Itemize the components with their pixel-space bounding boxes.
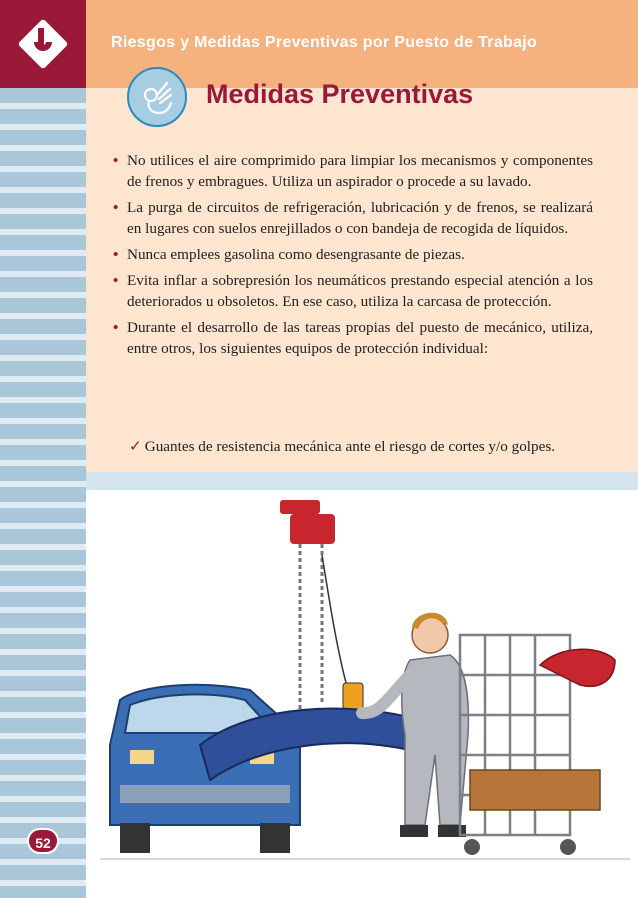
list-item: • Nunca emplees gasolina como desengrasante de piezas.	[113, 246, 465, 263]
divider-strip	[86, 472, 638, 490]
list-item-text: Nunca emplees gasolina como desengrasante de piezas.	[127, 246, 465, 263]
checkmark-icon: ✓	[129, 438, 142, 455]
list-item: • No utilices el aire comprimido para limpiar los mecanismos y componentes de frenos y embragues. Utiliza un aspirador o procede a su lavado.	[113, 152, 593, 190]
sub-item-text: Guantes de resistencia mecánica ante el riesgo de cortes y/o golpes.	[144, 438, 556, 455]
list-item: • Durante el desarrollo de las tareas propias del puesto de mecánico, utiliza, entre otros, los siguientes equipos de protección individual:	[113, 319, 593, 357]
page-number: 52	[27, 828, 59, 854]
list-item-text: La purga de circuitos de refrigeración, lubricación y de frenos, se realizará en lugares con suelos enrejillados o con bandeja de recogida de líquidos.	[127, 199, 593, 237]
list-item-text: Durante el desarrollo de las tareas propias del puesto de mecánico, utiliza, entre otros, los siguientes equipos de protección individual:	[127, 319, 593, 357]
ppe-sub-item	[129, 436, 599, 457]
publisher-logo	[0, 0, 86, 88]
ok-hand-icon	[137, 77, 177, 117]
publisher-logo-icon	[17, 18, 69, 70]
preventive-measures-list	[113, 150, 593, 364]
list-item-text: Evita inflar a sobrepresión los neumáticos prestando especial atención a los deteriorados u obsoletos. En ese caso, utiliza la carcasa de protección.	[127, 272, 593, 310]
hoist-icon	[280, 500, 363, 721]
ok-hand-badge	[127, 67, 187, 127]
mechanic-illustration	[100, 495, 630, 875]
page-header-title: Riesgos y Medidas Preventivas por Puesto de Trabajo	[111, 34, 538, 51]
left-stripe-decoration	[0, 88, 86, 898]
list-item: • Evita inflar a sobrepresión los neumáticos prestando especial atención a los deteriorados u obsoletos. En ese caso, utiliza la carcasa de protección.	[113, 272, 593, 310]
section-heading: Medidas Preventivas	[206, 79, 474, 109]
car-icon	[110, 685, 300, 853]
list-item: • La purga de circuitos de refrigeración, lubricación y de frenos, se realizará en lugares con suelos enrejillados o con bandeja de recogida de líquidos.	[113, 199, 593, 237]
list-item-text: No utilices el aire comprimido para limpiar los mecanismos y componentes de frenos y embragues. Utiliza un aspirador o procede a su lavado.	[127, 152, 593, 190]
